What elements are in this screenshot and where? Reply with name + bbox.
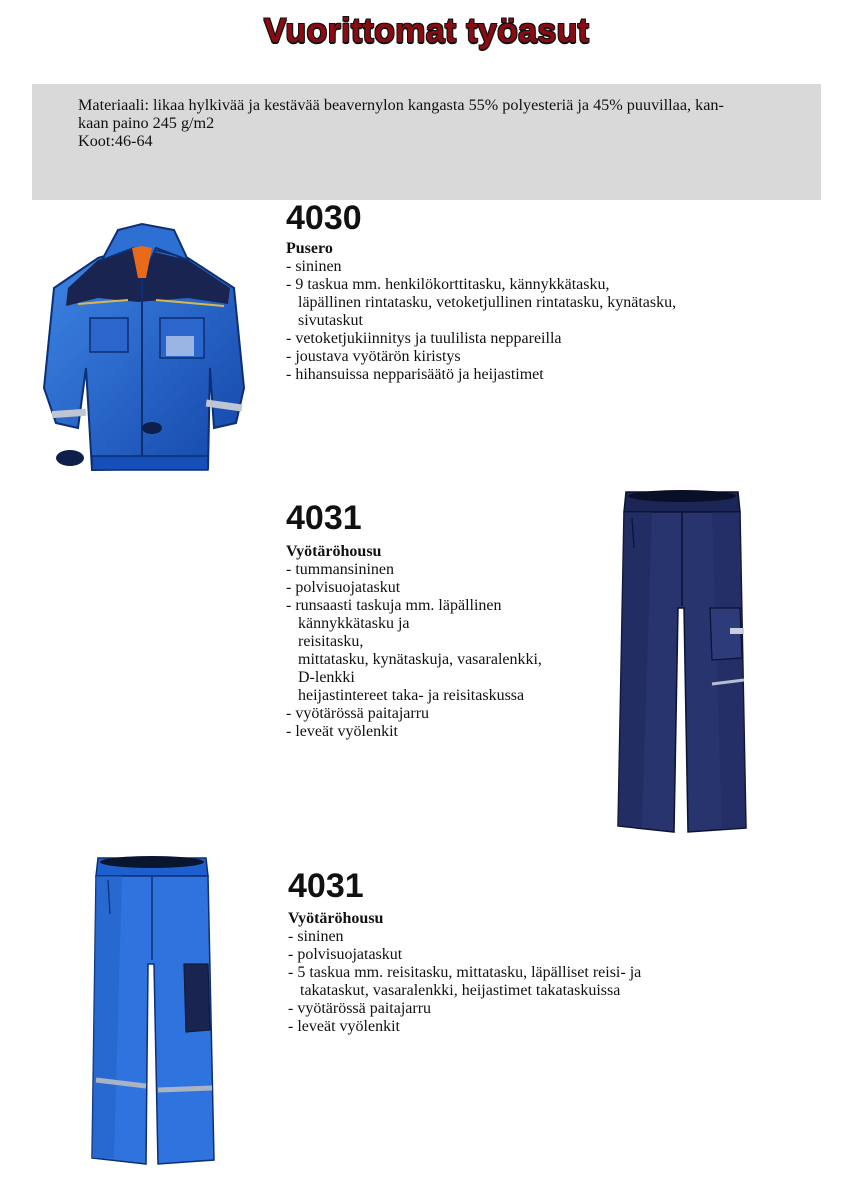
- feature-line: - polvisuojataskut: [288, 946, 403, 963]
- material-text-line1: Materiaali: likaa hylkivää ja kestävää beavernylon kangasta 55% polyesteriä ja 45% puuvillaa, kan-: [78, 96, 724, 114]
- feature-line: mittatasku, kynätaskuja, vasaralenkki,: [298, 651, 542, 668]
- feature-line: reisitasku,: [298, 633, 364, 650]
- blue-work-jacket-image: [38, 218, 252, 480]
- sizes-text: Koot:46-64: [78, 132, 153, 150]
- feature-line: - vyötärössä paitajarru: [286, 705, 430, 722]
- feature-line: - vyötärössä paitajarru: [288, 1000, 432, 1017]
- product-features: [286, 258, 676, 384]
- product-features: [288, 928, 641, 1036]
- product-code: 4031: [288, 867, 364, 905]
- feature-line: takataskut, vasaralenkki, heijastimet takataskuissa: [300, 982, 621, 999]
- navy-work-trousers-image: [612, 488, 752, 844]
- feature-line: - tummansininen: [286, 561, 394, 578]
- product-code: 4031: [286, 499, 362, 537]
- feature-line: - sininen: [288, 928, 344, 945]
- feature-line: - 5 taskua mm. reisitasku, mittatasku, läpälliset reisi- ja: [288, 964, 642, 981]
- product-name: Vyötäröhousu: [286, 543, 382, 560]
- feature-line: - joustava vyötärön kiristys: [286, 348, 461, 365]
- feature-line: - leveät vyölenkit: [288, 1018, 400, 1035]
- feature-line: kännykkätasku ja: [298, 615, 410, 632]
- feature-line: - runsaasti taskuja mm. läpällinen: [286, 597, 502, 614]
- page-title: Vuorittomat työasut: [263, 12, 590, 50]
- feature-line: sivutaskut: [298, 312, 363, 329]
- product-name: Vyötäröhousu: [288, 910, 384, 927]
- feature-line: heijastintereet taka- ja reisitaskussa: [298, 687, 525, 704]
- product-features: [286, 561, 542, 741]
- feature-line: - polvisuojataskut: [286, 579, 401, 596]
- product-name: Pusero: [286, 240, 333, 257]
- feature-line: D-lenkki: [298, 669, 355, 686]
- material-text-line2: kaan paino 245 g/m2: [78, 114, 215, 132]
- feature-line: läpällinen rintatasku, vetoketjullinen rintatasku, kynätasku,: [298, 294, 677, 311]
- blue-work-trousers-image: [88, 854, 218, 1170]
- feature-line: - vetoketjukiinnitys ja tuulilista neppareilla: [286, 330, 562, 347]
- feature-line: - leveät vyölenkit: [286, 723, 398, 740]
- material-info-box: [32, 84, 821, 200]
- feature-line: - 9 taskua mm. henkilökorttitasku, kännykkätasku,: [286, 276, 610, 293]
- product-code: 4030: [286, 199, 362, 237]
- feature-line: - sininen: [286, 258, 342, 275]
- feature-line: - hihansuissa nepparisäätö ja heijastimet: [286, 366, 544, 383]
